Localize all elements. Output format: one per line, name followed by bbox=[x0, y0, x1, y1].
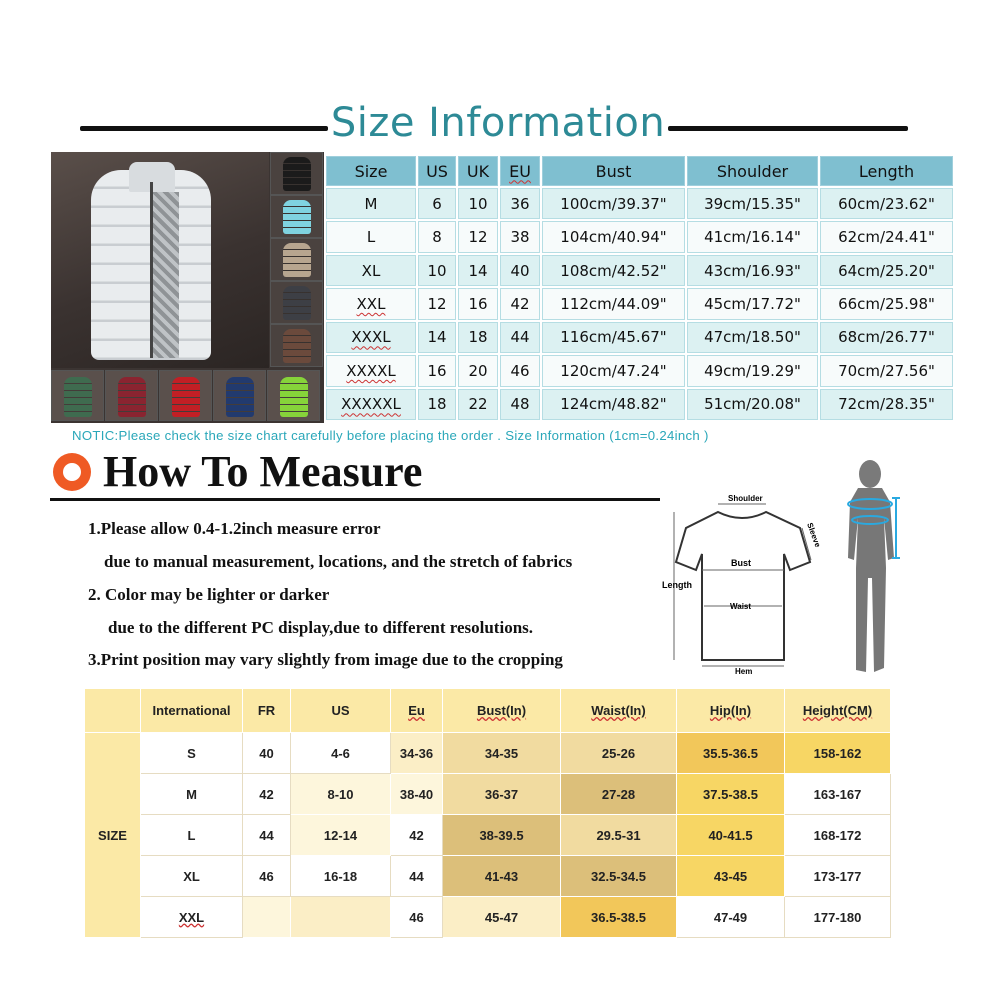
size-row bbox=[326, 288, 953, 319]
size-cell: 48 bbox=[500, 389, 540, 420]
intl-cell: 34-35 bbox=[443, 733, 561, 774]
size-cell: 49cm/19.29" bbox=[687, 355, 818, 386]
intl-cell: 177-180 bbox=[785, 897, 891, 938]
size-header-uk: UK bbox=[458, 156, 498, 186]
size-cell: 104cm/40.94" bbox=[542, 221, 685, 252]
intl-row bbox=[85, 733, 891, 774]
instruction-line-2: due to manual measurement, locations, and the stretch of fabrics bbox=[104, 552, 573, 571]
size-header-length: Length bbox=[820, 156, 953, 186]
size-table bbox=[324, 154, 955, 422]
intl-cell: 45-47 bbox=[443, 897, 561, 938]
size-cell: 40 bbox=[500, 255, 540, 286]
intl-cell: 46 bbox=[391, 897, 443, 938]
product-photo-collage bbox=[51, 152, 324, 423]
size-cell: M bbox=[326, 188, 416, 219]
size-cell: XXXL bbox=[326, 322, 416, 353]
size-cell: XXL bbox=[326, 288, 416, 319]
color-thumbnail-right-2 bbox=[270, 195, 323, 238]
color-thumbnail-bottom-3 bbox=[159, 370, 212, 421]
international-table-header bbox=[85, 689, 891, 733]
size-cell: XXXXL bbox=[326, 355, 416, 386]
color-thumbnail-right-3 bbox=[270, 238, 323, 281]
intl-cell: 8-10 bbox=[291, 774, 391, 815]
size-cell: 45cm/17.72" bbox=[687, 288, 818, 319]
intl-row bbox=[85, 856, 891, 897]
tshirt-outline bbox=[676, 512, 810, 660]
label-waist: Waist bbox=[730, 602, 752, 611]
size-cell: 62cm/24.41" bbox=[820, 221, 953, 252]
color-thumbnail-bottom-2 bbox=[105, 370, 158, 421]
size-cell: 16 bbox=[458, 288, 498, 319]
intl-cell: 40-41.5 bbox=[677, 815, 785, 856]
intl-row bbox=[85, 815, 891, 856]
color-thumbnail-bottom-1 bbox=[51, 370, 104, 421]
size-cell: 14 bbox=[418, 322, 456, 353]
size-cell: 72cm/28.35" bbox=[820, 389, 953, 420]
size-cell: 22 bbox=[458, 389, 498, 420]
measure-divider bbox=[50, 498, 660, 501]
vest-thumbnail-shape bbox=[283, 329, 311, 363]
instruction-line-4: due to the different PC display,due to different resolutions. bbox=[108, 618, 534, 637]
size-cell: XXXXXL bbox=[326, 389, 416, 420]
size-cell: 46 bbox=[500, 355, 540, 386]
size-cell: 51cm/20.08" bbox=[687, 389, 818, 420]
intl-cell: 163-167 bbox=[785, 774, 891, 815]
label-shoulder: Shoulder bbox=[728, 494, 763, 503]
intl-cell: 42 bbox=[243, 774, 291, 815]
intl-cell: 38-40 bbox=[391, 774, 443, 815]
intl-header-hipin: Hip(In) bbox=[677, 689, 785, 733]
intl-cell: 40 bbox=[243, 733, 291, 774]
intl-header-heightcm: Height(CM) bbox=[785, 689, 891, 733]
size-cell: 10 bbox=[418, 255, 456, 286]
size-header-eu: EU bbox=[500, 156, 540, 186]
size-cell: 39cm/15.35" bbox=[687, 188, 818, 219]
intl-cell: 158-162 bbox=[785, 733, 891, 774]
intl-cell: 44 bbox=[391, 856, 443, 897]
label-sleeve: Sleeve bbox=[805, 521, 823, 549]
intl-header-waistin: Waist(In) bbox=[561, 689, 677, 733]
vest-thumbnail-shape bbox=[283, 200, 311, 234]
size-cell: 120cm/47.24" bbox=[542, 355, 685, 386]
intl-cell: 47-49 bbox=[677, 897, 785, 938]
size-header-shoulder: Shoulder bbox=[687, 156, 818, 186]
intl-cell bbox=[243, 897, 291, 938]
intl-cell: 42 bbox=[391, 815, 443, 856]
size-cell: 18 bbox=[418, 389, 456, 420]
vest-thumbnail-shape bbox=[172, 377, 200, 417]
size-cell: 8 bbox=[418, 221, 456, 252]
title-divider-right bbox=[668, 126, 908, 131]
intl-cell: 27-28 bbox=[561, 774, 677, 815]
size-table-header bbox=[326, 156, 953, 186]
intl-cell: 41-43 bbox=[443, 856, 561, 897]
intl-cell: S bbox=[141, 733, 243, 774]
vest-thumbnail-shape bbox=[64, 377, 92, 417]
label-bust: Bust bbox=[731, 558, 751, 568]
size-cell: 47cm/18.50" bbox=[687, 322, 818, 353]
size-cell: 12 bbox=[418, 288, 456, 319]
intl-cell: XL bbox=[141, 856, 243, 897]
measure-title: How To Measure bbox=[103, 447, 423, 496]
intl-cell: 29.5-31 bbox=[561, 815, 677, 856]
vest-thumbnail-shape bbox=[226, 377, 254, 417]
size-row bbox=[326, 255, 953, 286]
color-thumbnail-right-4 bbox=[270, 281, 323, 324]
size-row bbox=[326, 355, 953, 386]
intl-header-bustin: Bust(In) bbox=[443, 689, 561, 733]
size-cell: 112cm/44.09" bbox=[542, 288, 685, 319]
size-cell: 41cm/16.14" bbox=[687, 221, 818, 252]
label-length: Length bbox=[662, 580, 692, 590]
size-cell: 20 bbox=[458, 355, 498, 386]
intl-cell: 44 bbox=[243, 815, 291, 856]
size-cell: 60cm/23.62" bbox=[820, 188, 953, 219]
size-cell: 100cm/39.37" bbox=[542, 188, 685, 219]
size-header-us: US bbox=[418, 156, 456, 186]
size-cell: 70cm/27.56" bbox=[820, 355, 953, 386]
intl-cell: 37.5-38.5 bbox=[677, 774, 785, 815]
size-cell: 66cm/25.98" bbox=[820, 288, 953, 319]
color-thumbnail-bottom-5 bbox=[267, 370, 320, 421]
intl-cell: 173-177 bbox=[785, 856, 891, 897]
size-cell: 10 bbox=[458, 188, 498, 219]
intl-cell: 43-45 bbox=[677, 856, 785, 897]
intl-cell: 16-18 bbox=[291, 856, 391, 897]
body-measure-figure bbox=[828, 458, 918, 680]
vest-zipper bbox=[150, 182, 153, 358]
intl-header-corner bbox=[85, 689, 141, 733]
size-row bbox=[326, 389, 953, 420]
intl-cell: 36.5-38.5 bbox=[561, 897, 677, 938]
section-bullet-icon bbox=[53, 453, 91, 491]
vest-thumbnail-shape bbox=[283, 243, 311, 277]
size-cell: 64cm/25.20" bbox=[820, 255, 953, 286]
intl-cell: L bbox=[141, 815, 243, 856]
intl-cell: 168-172 bbox=[785, 815, 891, 856]
instruction-line-1: 1.Please allow 0.4-1.2inch measure error bbox=[88, 519, 381, 538]
size-cell: 108cm/42.52" bbox=[542, 255, 685, 286]
intl-row-label: SIZE bbox=[85, 733, 141, 938]
size-cell: 68cm/26.77" bbox=[820, 322, 953, 353]
page-title: Size Information bbox=[330, 100, 666, 146]
intl-cell: 35.5-36.5 bbox=[677, 733, 785, 774]
color-thumbnail-bottom-4 bbox=[213, 370, 266, 421]
size-cell: XL bbox=[326, 255, 416, 286]
size-row bbox=[326, 322, 953, 353]
size-row bbox=[326, 221, 953, 252]
instruction-line-3: 2. Color may be lighter or darker bbox=[88, 585, 330, 604]
size-cell: 38 bbox=[500, 221, 540, 252]
label-hem: Hem bbox=[735, 667, 753, 676]
intl-cell: XXL bbox=[141, 897, 243, 938]
size-cell: 116cm/45.67" bbox=[542, 322, 685, 353]
size-cell: 43cm/16.93" bbox=[687, 255, 818, 286]
intl-cell: 12-14 bbox=[291, 815, 391, 856]
intl-cell: 36-37 bbox=[443, 774, 561, 815]
size-header-bust: Bust bbox=[542, 156, 685, 186]
intl-header-eu: Eu bbox=[391, 689, 443, 733]
intl-header-fr: FR bbox=[243, 689, 291, 733]
intl-row bbox=[85, 774, 891, 815]
size-cell: 124cm/48.82" bbox=[542, 389, 685, 420]
size-row bbox=[326, 188, 953, 219]
size-cell: 36 bbox=[500, 188, 540, 219]
size-cell: 44 bbox=[500, 322, 540, 353]
size-cell: 12 bbox=[458, 221, 498, 252]
instruction-line-5: 3.Print position may vary slightly from image due to the cropping bbox=[88, 650, 563, 669]
size-cell: 16 bbox=[418, 355, 456, 386]
vest-thumbnail-shape bbox=[283, 157, 311, 191]
international-size-table bbox=[84, 688, 891, 938]
intl-cell: 4-6 bbox=[291, 733, 391, 774]
size-cell: 42 bbox=[500, 288, 540, 319]
size-cell: 6 bbox=[418, 188, 456, 219]
figure-head bbox=[859, 460, 881, 488]
color-thumbnail-right-1 bbox=[270, 152, 323, 195]
intl-cell: M bbox=[141, 774, 243, 815]
intl-row bbox=[85, 897, 891, 938]
intl-cell: 32.5-34.5 bbox=[561, 856, 677, 897]
size-header-size: Size bbox=[326, 156, 416, 186]
title-divider-left bbox=[80, 126, 328, 131]
intl-header-us: US bbox=[291, 689, 391, 733]
intl-cell: 38-39.5 bbox=[443, 815, 561, 856]
vest-thumbnail-shape bbox=[283, 286, 311, 320]
size-cell: L bbox=[326, 221, 416, 252]
vest-lining bbox=[153, 192, 179, 358]
main-product-photo bbox=[51, 152, 269, 368]
color-thumbnail-right-5 bbox=[270, 324, 323, 367]
size-cell: 18 bbox=[458, 322, 498, 353]
intl-cell: 46 bbox=[243, 856, 291, 897]
intl-header-international: International bbox=[141, 689, 243, 733]
vest-thumbnail-shape bbox=[280, 377, 308, 417]
vest-thumbnail-shape bbox=[118, 377, 146, 417]
intl-cell: 34-36 bbox=[391, 733, 443, 774]
intl-cell bbox=[291, 897, 391, 938]
size-notice: NOTIC:Please check the size chart carefully before placing the order . Size Information (1cm=0.24inch ) bbox=[72, 428, 709, 443]
size-cell: 14 bbox=[458, 255, 498, 286]
tshirt-measure-diagram bbox=[660, 490, 825, 680]
intl-cell: 25-26 bbox=[561, 733, 677, 774]
